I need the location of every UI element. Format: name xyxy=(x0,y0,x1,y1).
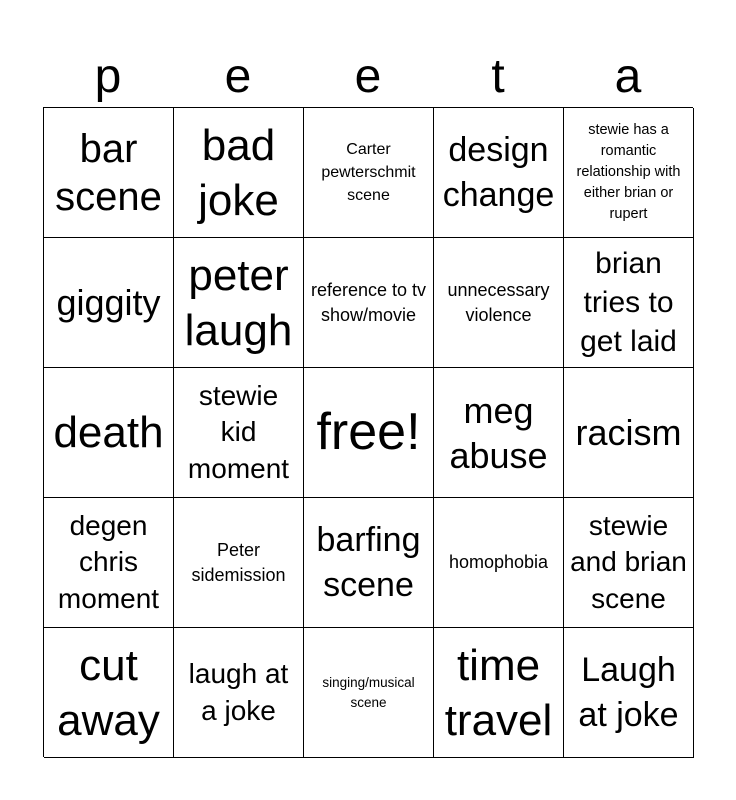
cell-text: laugh at a joke xyxy=(188,658,289,726)
bingo-cell[interactable] xyxy=(174,238,304,368)
bingo-cell[interactable] xyxy=(304,238,434,368)
cell-text: stewie and brian scene xyxy=(570,509,687,614)
bingo-cell[interactable] xyxy=(174,628,304,758)
cell-text: Laugh at joke xyxy=(578,651,679,734)
bingo-cell[interactable] xyxy=(304,628,434,758)
cell-text: singing/musical scene xyxy=(322,674,415,710)
bingo-cell[interactable] xyxy=(564,368,694,498)
cell-text: homophobia xyxy=(448,552,549,573)
bingo-cell[interactable] xyxy=(304,108,434,238)
header-letter-3: e xyxy=(354,50,382,103)
cell-text: bar scene xyxy=(55,126,162,219)
cell-text: unnecessary violence xyxy=(447,280,550,325)
cell-text: free! xyxy=(316,402,421,461)
header-letter-4: t xyxy=(491,50,505,103)
cell-text: brian tries to get laid xyxy=(580,247,677,358)
cell-text: stewie has a romantic relationship with either brian or rupert xyxy=(576,121,681,223)
bingo-cell[interactable] xyxy=(174,108,304,238)
cell-text: death xyxy=(53,408,164,457)
cell-text: cut away xyxy=(57,640,160,745)
cell-text: Peter sidemission xyxy=(191,540,286,585)
bingo-cell[interactable] xyxy=(434,368,564,498)
bingo-cell[interactable] xyxy=(564,238,694,368)
bingo-cell[interactable] xyxy=(564,108,694,238)
bingo-cell[interactable] xyxy=(174,368,304,498)
bingo-cell[interactable] xyxy=(564,628,694,758)
cell-text: design change xyxy=(442,131,555,214)
bingo-cell[interactable] xyxy=(434,628,564,758)
bingo-cell[interactable] xyxy=(174,498,304,628)
bingo-cell[interactable] xyxy=(44,108,174,238)
bingo-cell[interactable] xyxy=(304,498,434,628)
bingo-cell[interactable] xyxy=(44,498,174,628)
cell-text: Carter pewterschmit scene xyxy=(321,140,416,205)
bingo-cell[interactable] xyxy=(434,108,564,238)
bingo-cell[interactable] xyxy=(44,368,174,498)
header-letter-2: e xyxy=(224,50,252,103)
cell-text: reference to tv show/movie xyxy=(310,280,427,325)
bingo-cell[interactable] xyxy=(44,628,174,758)
header-letter-1: p xyxy=(94,50,122,103)
cell-text: stewie kid moment xyxy=(187,379,290,484)
bingo-cell[interactable] xyxy=(434,238,564,368)
cell-text: degen chris moment xyxy=(57,509,160,614)
cell-text: bad joke xyxy=(198,120,279,225)
bingo-cell[interactable] xyxy=(434,498,564,628)
cell-text: racism xyxy=(575,412,682,453)
bingo-header xyxy=(43,48,693,106)
cell-text: meg abuse xyxy=(449,389,548,476)
header-letter-5: a xyxy=(614,50,642,103)
cell-text: barfing scene xyxy=(316,521,421,604)
bingo-cell[interactable] xyxy=(564,498,694,628)
cell-text: giggity xyxy=(56,282,161,323)
cell-text: peter laugh xyxy=(184,250,293,355)
bingo-cell[interactable] xyxy=(44,238,174,368)
bingo-board xyxy=(43,107,693,757)
cell-text: time travel xyxy=(444,640,553,745)
bingo-cell free-cell[interactable] xyxy=(304,368,434,498)
